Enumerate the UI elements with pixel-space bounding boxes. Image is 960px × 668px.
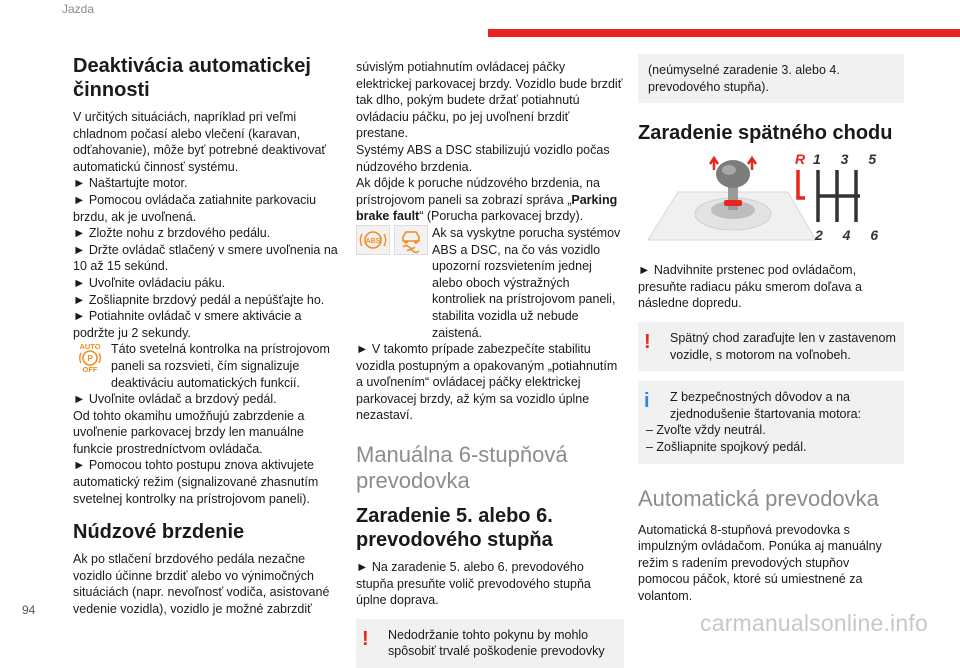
abs-dsc-text: Ak sa vyskytne porucha systémov ABS a DSC, na čo vás vozidlo upozorní rozsvietením jednej alebo oboch výstražných kontroliek na prístrojovom paneli, stabilita vozidla už nebude zaistená.	[432, 225, 621, 340]
gear-label-bottom: 2 4 6	[815, 227, 887, 244]
warning-reverse	[638, 322, 904, 371]
heading-deactivation: Deaktivácia automatickej činnosti	[73, 55, 311, 101]
svg-text:P: P	[87, 354, 93, 364]
heading-reverse-gear: Zaradenie spätného chodu	[638, 122, 893, 145]
step-pull-activate: ► Potiahnite ovládač v smere aktivácie a podržte ju 2 sekundy.	[73, 309, 302, 340]
info-safety-list	[638, 422, 904, 463]
auto-off-notice	[73, 341, 341, 391]
header-section: Jazda	[62, 2, 95, 16]
abs-dsc-notice	[356, 225, 624, 341]
dsc-warning-icon	[394, 225, 428, 260]
info-icon: i	[644, 390, 650, 413]
page-number: 94	[22, 603, 36, 617]
paragraph-continuous-pull: súvislým potiahnutím ovládacej páčky elektrickej parkovacej brzdy. Vozidlo bude brzdiť tak dlho, pokým budete držať potiahnutú ovládaciu páčku, po jej uvoľnení brzdiť prestane.	[356, 60, 623, 141]
header-accent-bar	[488, 29, 960, 37]
gear-label-top: 1 3 5	[813, 152, 885, 168]
step-press-pedal: ► Zošliapnite brzdový pedál a nepúšťajte ho.	[73, 292, 325, 307]
warning-continued-text: (neúmyselné zaradenie 3. alebo 4. prevodového stupňa).	[648, 63, 840, 94]
column-right	[638, 54, 904, 605]
heading-emergency-braking: Núdzové brzdenie	[73, 521, 245, 544]
heading-gear-5-6: Zaradenie 5. alebo 6. prevodového stupňa	[356, 505, 553, 552]
step-foot-off: ► Zložte nohu z brzdového pedálu.	[73, 226, 271, 241]
heading-manual-gearbox: Manuálna 6-stupňová prevodovka	[356, 442, 568, 494]
paragraph-manual-only: Od tohto okamihu umožňujú zabrzdenie a uvoľnenie parkovacej brzdy len manuálne funkcie prostredníctvom ovládača.	[73, 408, 305, 456]
paragraph-emergency: Ak po stlačení brzdového pedála nezačne vozidlo účinne brzdiť alebo vo výnimočných situáciách (napr. nevoľnosť vodiča, asistované vedenie vozidla), vozidlo je možné zabrzdiť	[73, 552, 330, 617]
step-apply-brake: ► Pomocou ovládača zatiahnite parkovaciu brzdu, ak je uvoľnená.	[73, 192, 317, 224]
paragraph-abs-dsc: Systémy ABS a DSC stabilizujú vozidlo počas núdzového brzdenia.	[356, 142, 610, 174]
column-middle	[356, 59, 624, 668]
warning-reverse-text: Spätný chod zaraďujte len v zastavenom vozidle, s motorom na voľnobeh.	[670, 330, 896, 362]
step-start-engine: ► Naštartujte motor.	[73, 176, 188, 191]
warning-continued	[638, 54, 904, 103]
paragraph-automatic: Automatická 8-stupňová prevodovka s impulzným ovládačom. Ponúka aj manuálny režim s radením prevodových stupňov pomocou páčok, ktoré sú umiestnené za volantom.	[638, 522, 882, 603]
auto-icon-bottom-label: OFF	[82, 365, 98, 374]
abs-warning-icon	[356, 225, 390, 260]
step-release-lever: ► Uvoľnite ovládaciu páku.	[73, 275, 226, 290]
paragraph-intro: V určitých situáciách, napríklad pri veľmi chladnom počasí alebo vlečení (karavan, odťahovanie), môže byť potrebné deaktivovať automatickú činnosť systému.	[73, 110, 327, 174]
step-pull-release-repeat: ► V takomto prípade zabezpečíte stabilitu vozidla postupným a opakovaným „potiahnutím a uvoľnením“ ovládacej páčky elektrickej parkovacej brzdy, až kým sa vozidlo úplne nezastaví.	[356, 342, 618, 423]
info-item-neutral: – Zvoľte vždy neutrál.	[646, 423, 766, 438]
step-gear-5-6: ► Na zaradenie 5. alebo 6. prevodového stupňa presuňte volič prevodového stupňa úplne doprava.	[356, 560, 591, 608]
auto-icon-top-label: AUTO	[79, 342, 101, 352]
column-left	[73, 54, 341, 618]
warning-gear-5-6	[356, 619, 624, 668]
paragraph-parking-fault: Ak dôjde k poruche núdzového brzdenia, na prístrojovom paneli sa zobrazí správa „Parking brake fault“ (Porucha parkovacej brzdy).	[356, 176, 618, 224]
step-reactivate: ► Pomocou tohto postupu znova aktivujete automatický režim (signalizované zhasnutím svetelnej kontrolky na prístrojovom paneli).	[73, 458, 319, 506]
info-intro: Z bezpečnostných dôvodov a na zjednodušenie štartovania motora:	[670, 390, 862, 421]
step-reverse: ► Nadvihnite prstenec pod ovládačom, presuňte radiacu páku smerom doľava a následne dopredu.	[638, 263, 862, 311]
parking-brake-fault-message: Parking brake fault	[356, 192, 618, 224]
abs-icon-label: ABS	[365, 237, 381, 245]
watermark: carmanualsonline.info	[700, 610, 928, 636]
auto-off-icon	[73, 341, 107, 378]
step-release-all: ► Uvoľnite ovládač a brzdový pedál.	[73, 392, 277, 407]
auto-off-text: Táto svetelná kontrolka na prístrojovom paneli sa rozsvieti, čím signalizuje deaktiváciu automatických funkcií.	[111, 342, 330, 390]
info-item-clutch: – Zošliapnite spojkový pedál.	[646, 439, 807, 454]
gear-shift-illustration	[638, 152, 904, 248]
step-hold-release: ► Držte ovládač stlačený v smere uvoľnenia na 10 až 15 sekúnd.	[73, 242, 338, 274]
warning-gear-5-6-text: Nedodržanie tohto pokynu by mohlo spôsobiť trvalé poškodenie prevodovky	[388, 627, 605, 659]
gear-label-r: R	[795, 152, 806, 168]
heading-automatic-gearbox: Automatická prevodovka	[638, 485, 879, 511]
warning-icon: !	[644, 330, 651, 353]
warning-icon: !	[362, 627, 369, 650]
